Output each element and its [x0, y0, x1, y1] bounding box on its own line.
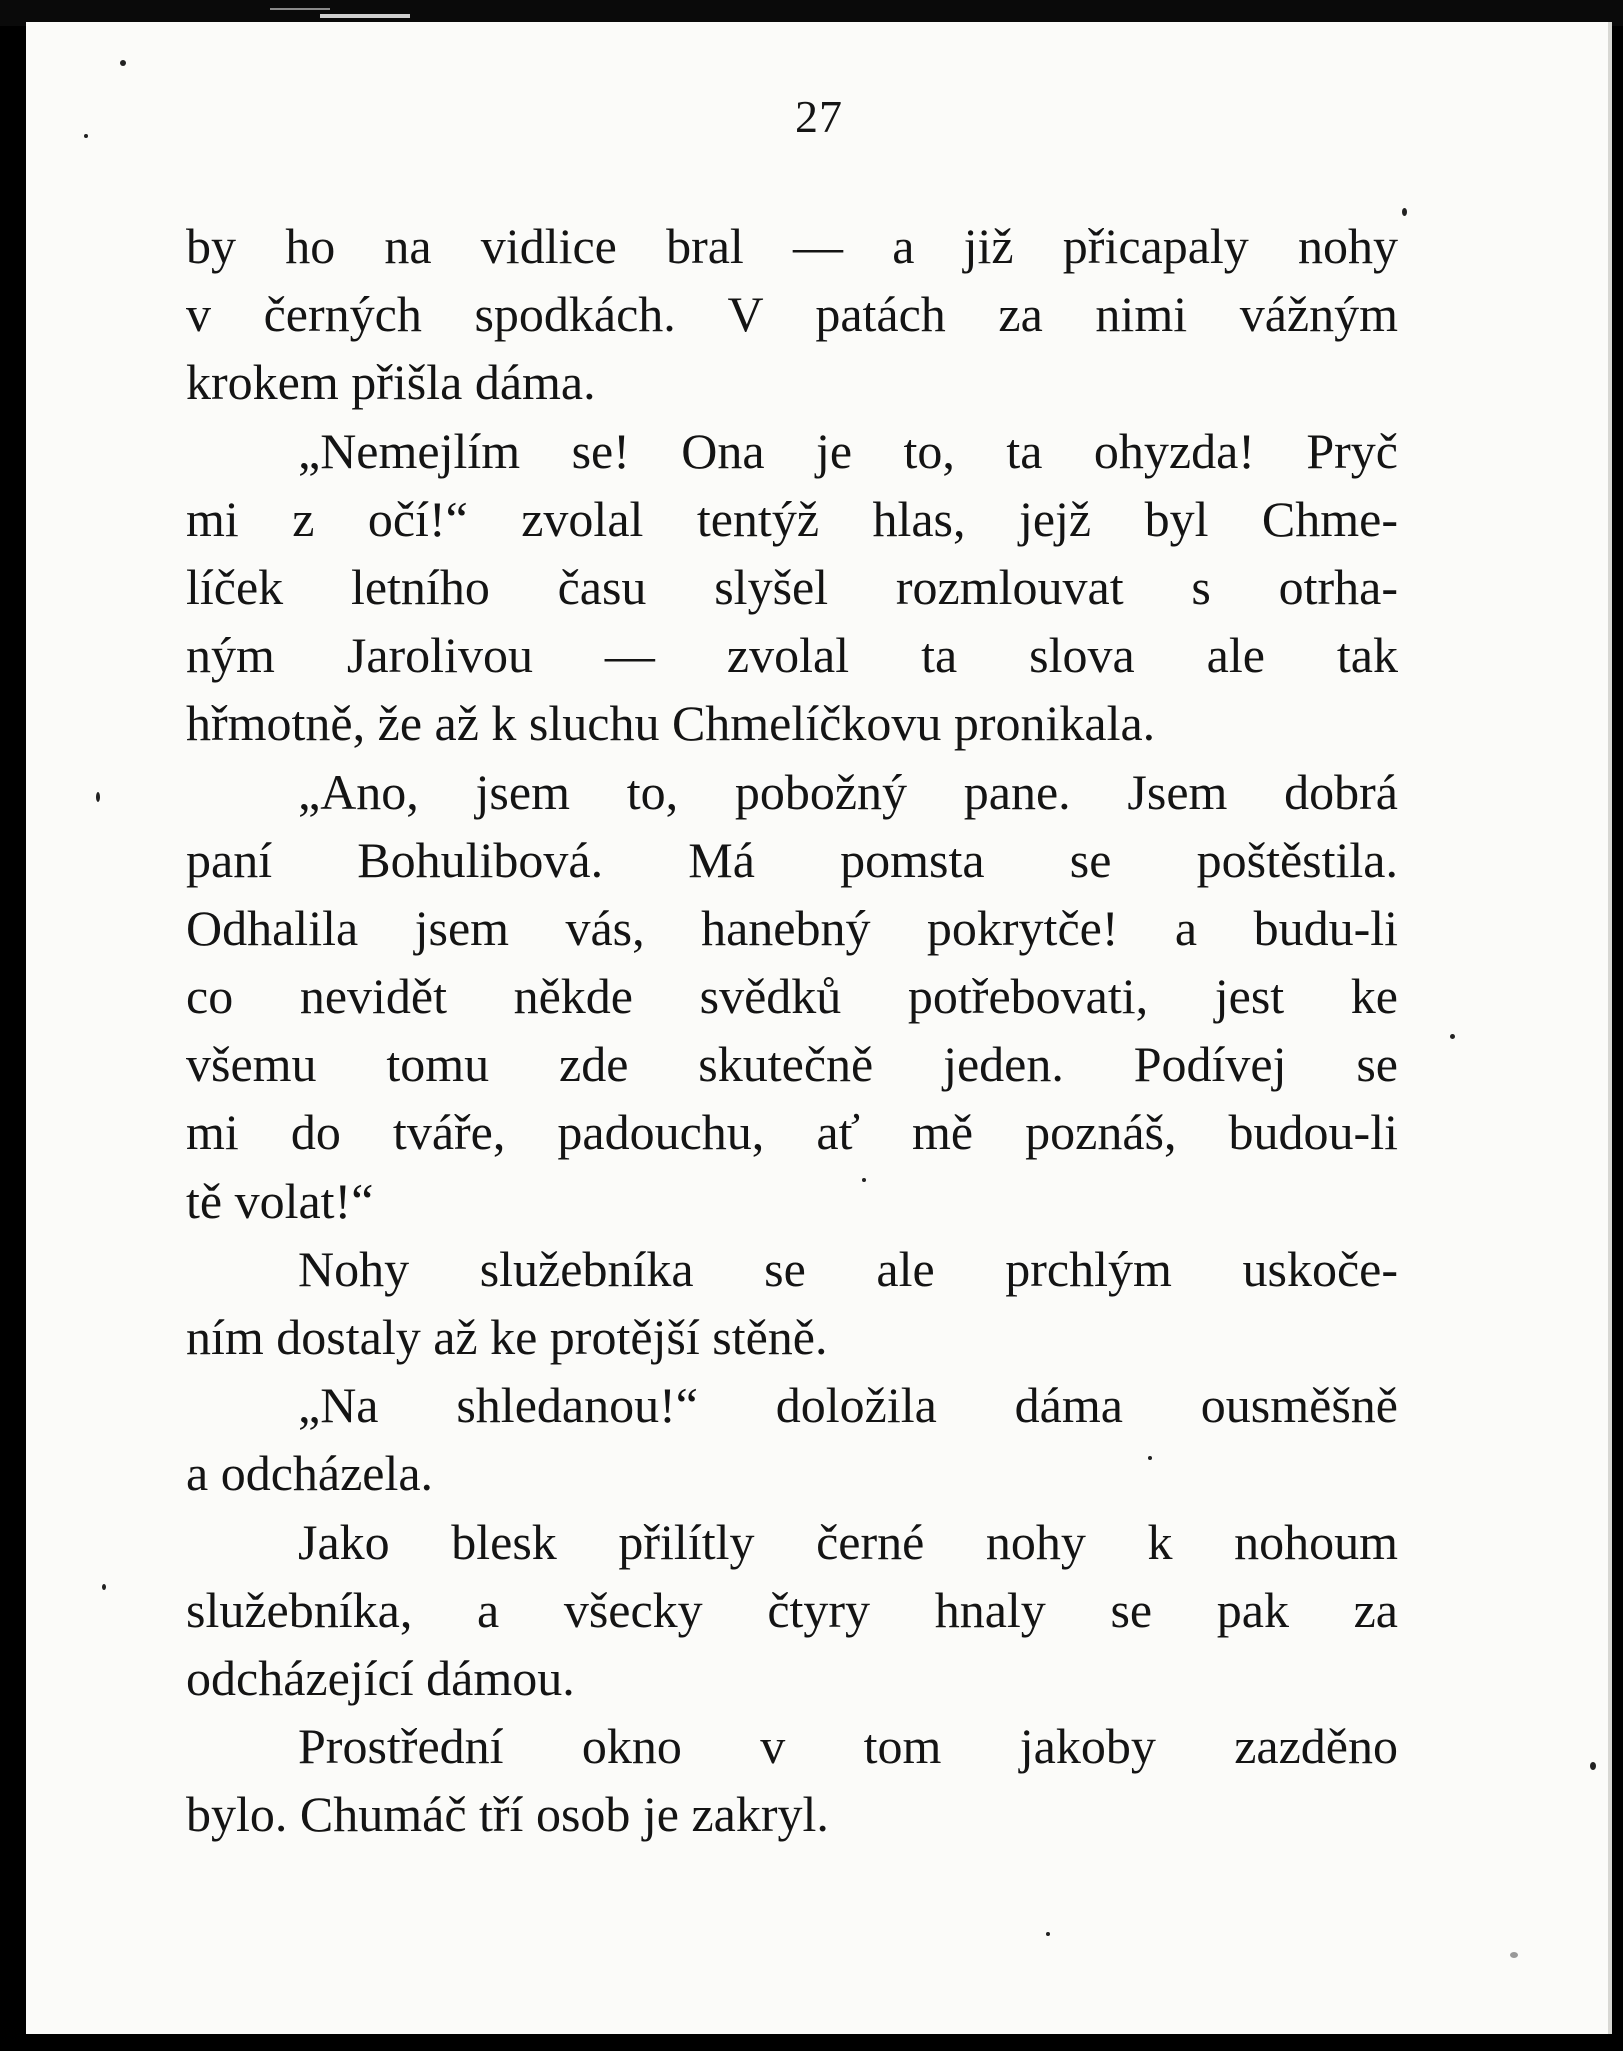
text-line: ním dostaly až ke protější stěně.	[186, 1309, 828, 1365]
body-text	[186, 212, 1398, 1849]
page-number: 27	[795, 91, 843, 142]
text-line: „Ano, jsem to, pobožný pane. Jsem dobrá	[298, 763, 1398, 820]
scan-speck	[102, 1584, 106, 1590]
text-line: by ho na vidlice bral — a již přicapaly nohy	[186, 218, 1398, 274]
book-page	[26, 22, 1612, 2034]
text-line: bylo. Chumáč tří osob je zakryl.	[186, 1786, 829, 1843]
text-line: Prostřední okno v tom jakoby zazděno	[298, 1718, 1398, 1775]
text-line: „Nemejlím se! Ona je to, ta ohyzda! Pryč	[298, 422, 1398, 479]
scan-speck	[96, 792, 100, 802]
scan-speck	[1450, 1034, 1455, 1039]
text-line: hřmotně, že až k sluchu Chmelíčkovu pronikala.	[186, 695, 1156, 752]
text-line: ným Jarolivou — zvolal ta slova ale tak	[186, 627, 1398, 684]
text-line: v černých spodkách. V patách za nimi vážným	[186, 286, 1398, 343]
scan-streak	[320, 14, 410, 18]
text-line: Nohy služebníka se ale prchlým uskoče-	[298, 1240, 1398, 1297]
text-line: co nevidět někde svědků potřebovati, jest ke	[186, 968, 1398, 1025]
text-line: Jako blesk přilítly černé nohy k nohoum	[298, 1513, 1398, 1570]
text-line: služebníka, a všecky čtyry hnaly se pak za	[186, 1581, 1398, 1638]
text-line: všemu tomu zde skutečně jeden. Podívej se	[186, 1036, 1398, 1093]
text-line: paní Bohulibová. Má pomsta se poštěstila.	[186, 831, 1398, 888]
text-line: a odcházela.	[186, 1445, 434, 1502]
scan-speck	[120, 60, 126, 66]
text-line: Odhalila jsem vás, hanebný pokrytče! a budu-li	[186, 899, 1398, 956]
scan-speck	[1046, 1932, 1050, 1936]
scan-speck	[1510, 1952, 1518, 1958]
page-edge-shadow	[1608, 22, 1612, 2034]
scan-speck	[1402, 208, 1407, 216]
text-line: odcházející dámou.	[186, 1649, 575, 1706]
scan-speck	[1590, 1762, 1596, 1770]
text-line: mi do tváře, padouchu, ať mě poznáš, budou-li	[186, 1104, 1398, 1161]
text-line: tě volat!“	[186, 1172, 374, 1229]
text-line: „Na shledanou!“ doložila dáma ousměšně	[298, 1377, 1398, 1434]
scan-streak	[270, 8, 330, 10]
text-line: líček letního času slyšel rozmlouvat s otrha-	[186, 558, 1398, 615]
text-line: krokem přišla dáma.	[186, 354, 596, 411]
text-line: mi z očí!“ zvolal tentýž hlas, jejž byl Chme-	[186, 490, 1398, 547]
